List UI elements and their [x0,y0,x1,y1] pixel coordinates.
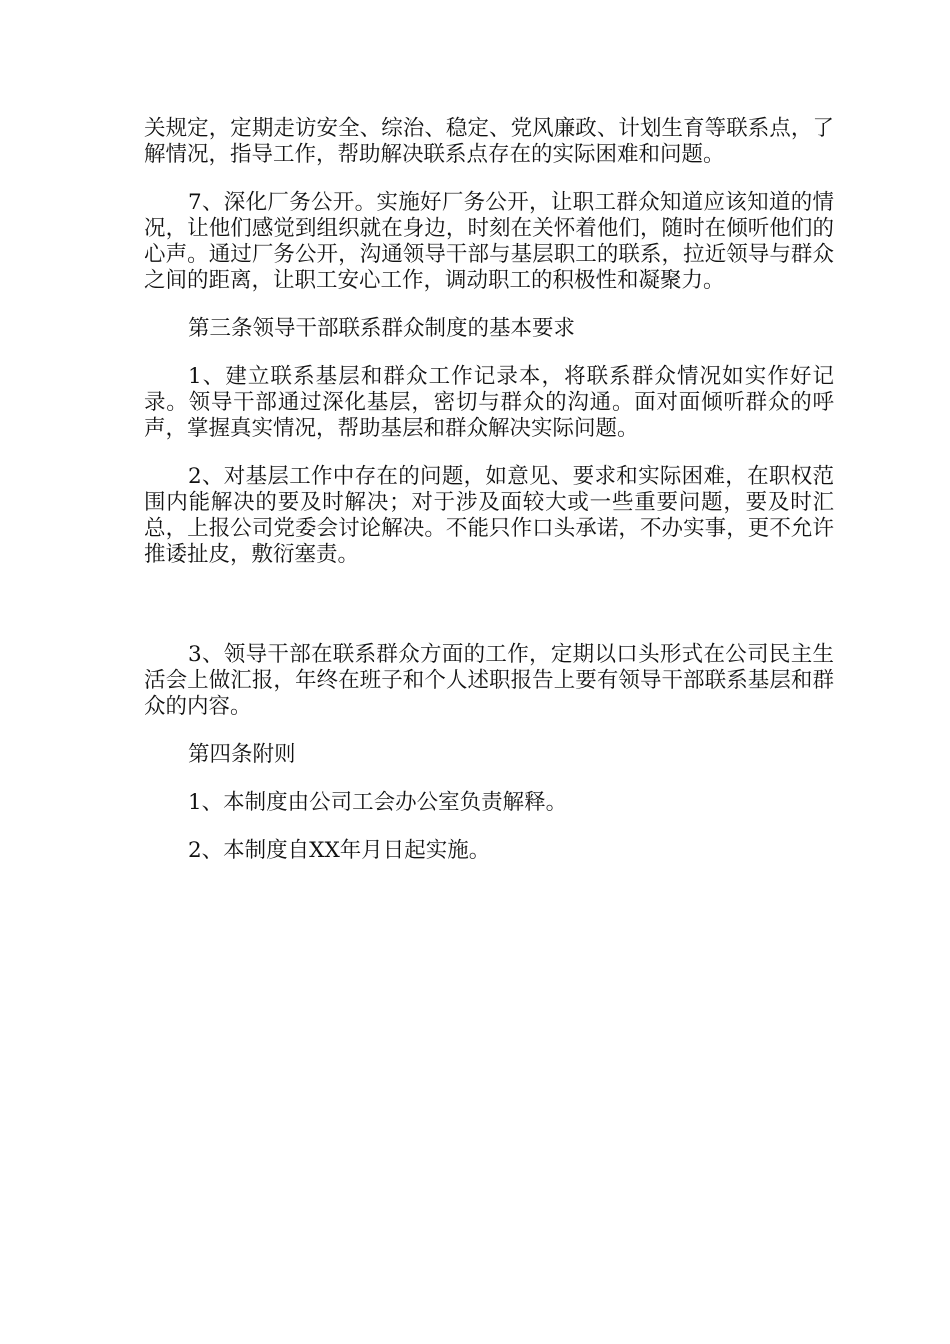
paragraph-provision-2: 2、本制度自XX年月日起实施。 [188,838,491,863]
paragraph-requirement-2: 2、对基层工作中存在的问题，如意见、要求和实际困难，在职权范围内能解决的要及时解决；对于涉及面较大或一些重要问题，要及时汇总，上报公司党委会讨论解决。不能只作口头承诺，不办实事，更不允许推诿扯皮，敷衍塞责。 [144,464,834,567]
paragraph-requirement-3: 3、领导干部在联系群众方面的工作，定期以口头形式在公司民主生活会上做汇报，年终在班子和个人述职报告上要有领导干部联系基层和群众的内容。 [144,642,834,719]
paragraph-item-7: 7、深化厂务公开。实施好厂务公开，让职工群众知道应该知道的情况，让他们感觉到组织就在身边，时刻在关怀着他们，随时在倾听他们的心声。通过厂务公开，沟通领导干部与基层职工的联系，拉近领导与群众之间的距离，让职工安心工作，调动职工的积极性和凝聚力。 [144,190,834,293]
section-heading-article-4: 第四条附则 [188,742,296,767]
paragraph-requirement-1: 1、建立联系基层和群众工作记录本，将联系群众情况如实作好记录。领导干部通过深化基层，密切与群众的沟通。面对面倾听群众的呼声，掌握真实情况，帮助基层和群众解决实际问题。 [144,364,834,441]
section-heading-article-3: 第三条领导干部联系群众制度的基本要求 [188,316,576,341]
paragraph-provision-1: 1、本制度由公司工会办公室负责解释。 [188,790,568,815]
document-body [144,116,834,864]
paragraph-continuation: 关规定，定期走访安全、综治、稳定、党风廉政、计划生育等联系点，了解情况，指导工作，帮助解决联系点存在的实际困难和问题。 [144,116,834,167]
